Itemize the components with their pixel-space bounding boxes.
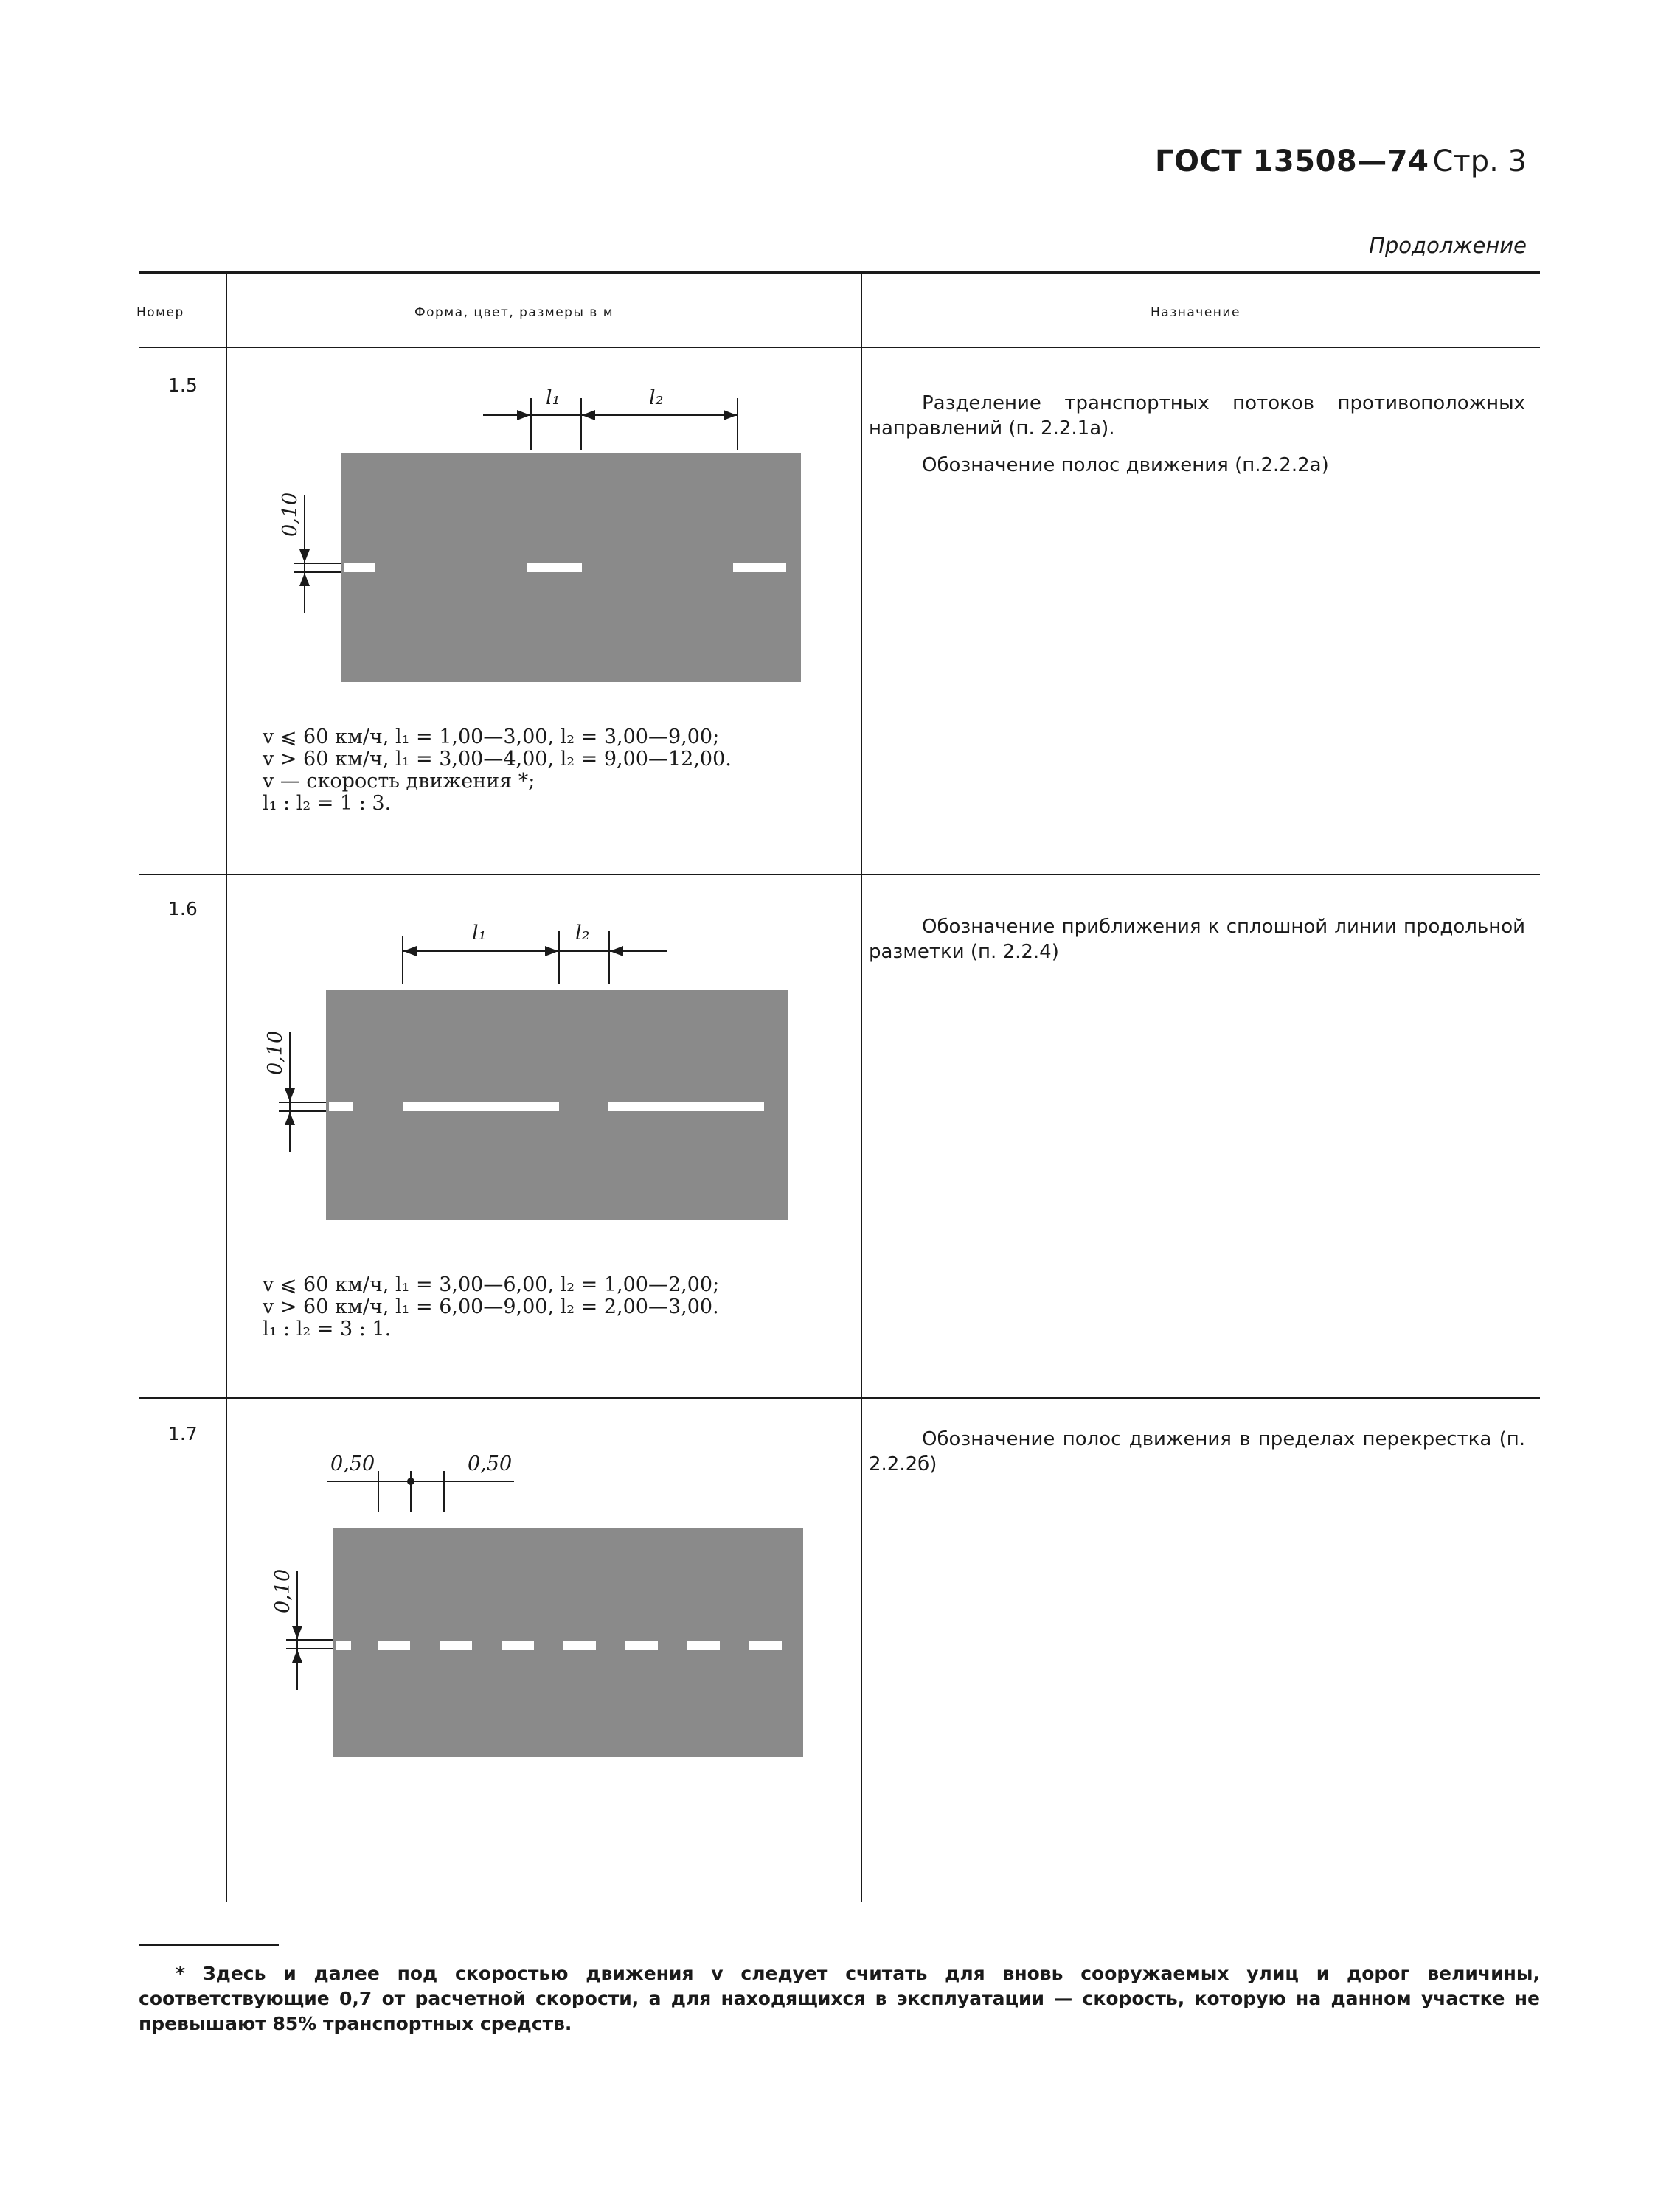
parameter-line: v > 60 км/ч, l₁ = 6,00—9,00, l₂ = 2,00—3,00.: [263, 1295, 719, 1318]
table-header-rule: [139, 347, 1540, 348]
arrow-left-icon: [610, 946, 623, 956]
row-number: 1.6: [168, 898, 198, 919]
dimension-label-l2: l₂: [649, 386, 664, 409]
parameter-line: l₁ : l₂ = 3 : 1.: [263, 1318, 392, 1340]
row-number: 1.7: [168, 1423, 198, 1444]
parameter-line: v — скорость движения *;: [263, 770, 535, 793]
dash-marking: [563, 1641, 596, 1650]
arrow-down-icon: [292, 1626, 302, 1639]
table-row-divider: [139, 1397, 1540, 1399]
extension-line: [286, 1639, 333, 1641]
arrow-down-icon: [299, 549, 310, 563]
purpose-paragraph: Разделение транспортных потоков противоположных направлений (п. 2.2.1а).: [869, 392, 1525, 439]
extension-line: [443, 1471, 445, 1512]
dash-marking: [749, 1641, 782, 1650]
row-number: 1.5: [168, 375, 198, 396]
document-code: ГОСТ 13508—74: [1155, 145, 1429, 178]
marking-parameters: [263, 1274, 719, 1340]
table-top-rule: [139, 271, 1540, 274]
dimension-label-width: 0,10: [264, 1030, 287, 1075]
dash-marking: [403, 1102, 559, 1111]
footnote: * Здесь и далее под скоростью движения v следует считать для вновь сооружаемых улиц и дорог величины, соответствующие 0,7 от расчетной скорости, а для находящихся в эксплуатации — скорость, которую на данном участке не превышают 85% транспортных средств.: [139, 1963, 1540, 2034]
dash-marking: [336, 1641, 351, 1650]
dash-marking: [440, 1641, 472, 1650]
dimension-label-width: 0,10: [271, 1568, 294, 1613]
page-number: Стр. 3: [1432, 145, 1527, 178]
arrow-up-icon: [292, 1649, 302, 1663]
dimension-label-a: 0,50: [330, 1453, 375, 1475]
column-header-number: Номер: [136, 305, 184, 320]
parameter-line: v ⩽ 60 км/ч, l₁ = 3,00—6,00, l₂ = 1,00—2,00;: [263, 1273, 720, 1296]
extension-line: [580, 398, 582, 450]
dash-marking: [608, 1102, 764, 1111]
dash-marking: [527, 563, 582, 572]
column-header-form: Форма, цвет, размеры в м: [414, 305, 614, 320]
dimension-line: [402, 950, 667, 952]
table-col-divider-1: [226, 273, 227, 1902]
dimension-label-b: 0,50: [468, 1453, 513, 1475]
purpose-text: [869, 1427, 1525, 1489]
purpose-text: [869, 391, 1525, 490]
extension-line: [608, 931, 610, 984]
extension-line: [279, 1102, 326, 1103]
continuation-label: Продолжение: [1369, 233, 1527, 258]
parameter-line: l₁ : l₂ = 1 : 3.: [263, 792, 392, 815]
extension-line: [402, 936, 403, 984]
arrow-down-icon: [285, 1088, 295, 1102]
arrow-left-icon: [403, 946, 417, 956]
dash-marking: [502, 1641, 534, 1650]
arrow-up-icon: [299, 573, 310, 586]
column-header-purpose: Назначение: [1151, 305, 1241, 320]
arrow-left-icon: [582, 410, 595, 420]
purpose-paragraph: Обозначение приближения к сплошной линии продольной разметки (п. 2.2.4): [869, 916, 1525, 963]
dash-marking: [344, 563, 375, 572]
dimension-dot: [407, 1478, 414, 1485]
table-row-divider: [139, 874, 1540, 875]
dimension-line: [444, 1481, 514, 1482]
dash-marking: [329, 1102, 353, 1111]
extension-line: [737, 398, 738, 450]
arrow-right-icon: [724, 410, 737, 420]
marking-parameters: [263, 726, 732, 815]
extension-line: [378, 1471, 379, 1512]
dash-marking: [733, 563, 786, 572]
parameter-line: v ⩽ 60 км/ч, l₁ = 1,00—3,00, l₂ = 3,00—9,00;: [263, 726, 720, 748]
page-header: [1155, 145, 1527, 178]
dimension-label-l2: l₂: [575, 922, 590, 945]
dash-marking: [687, 1641, 720, 1650]
parameter-line: v > 60 км/ч, l₁ = 3,00—4,00, l₂ = 9,00—12,00.: [263, 748, 732, 771]
dimension-label-l1: l₁: [546, 386, 561, 409]
extension-line: [530, 398, 532, 450]
footnote-rule: [139, 1944, 279, 1946]
purpose-paragraph: Обозначение полос движения в пределах перекрестка (п. 2.2.2б): [869, 1428, 1525, 1475]
dash-marking: [378, 1641, 410, 1650]
extension-line: [558, 931, 560, 984]
purpose-text: [869, 914, 1525, 976]
arrow-up-icon: [285, 1112, 295, 1125]
arrow-right-icon: [517, 410, 530, 420]
purpose-paragraph: Обозначение полос движения (п.2.2.2а): [922, 454, 1329, 476]
arrow-right-icon: [545, 946, 558, 956]
dimension-label-l1: l₁: [472, 922, 487, 945]
dimension-label-width: 0,10: [279, 492, 302, 537]
extension-line: [294, 563, 341, 564]
dash-marking: [625, 1641, 658, 1650]
table-col-divider-2: [861, 273, 862, 1902]
